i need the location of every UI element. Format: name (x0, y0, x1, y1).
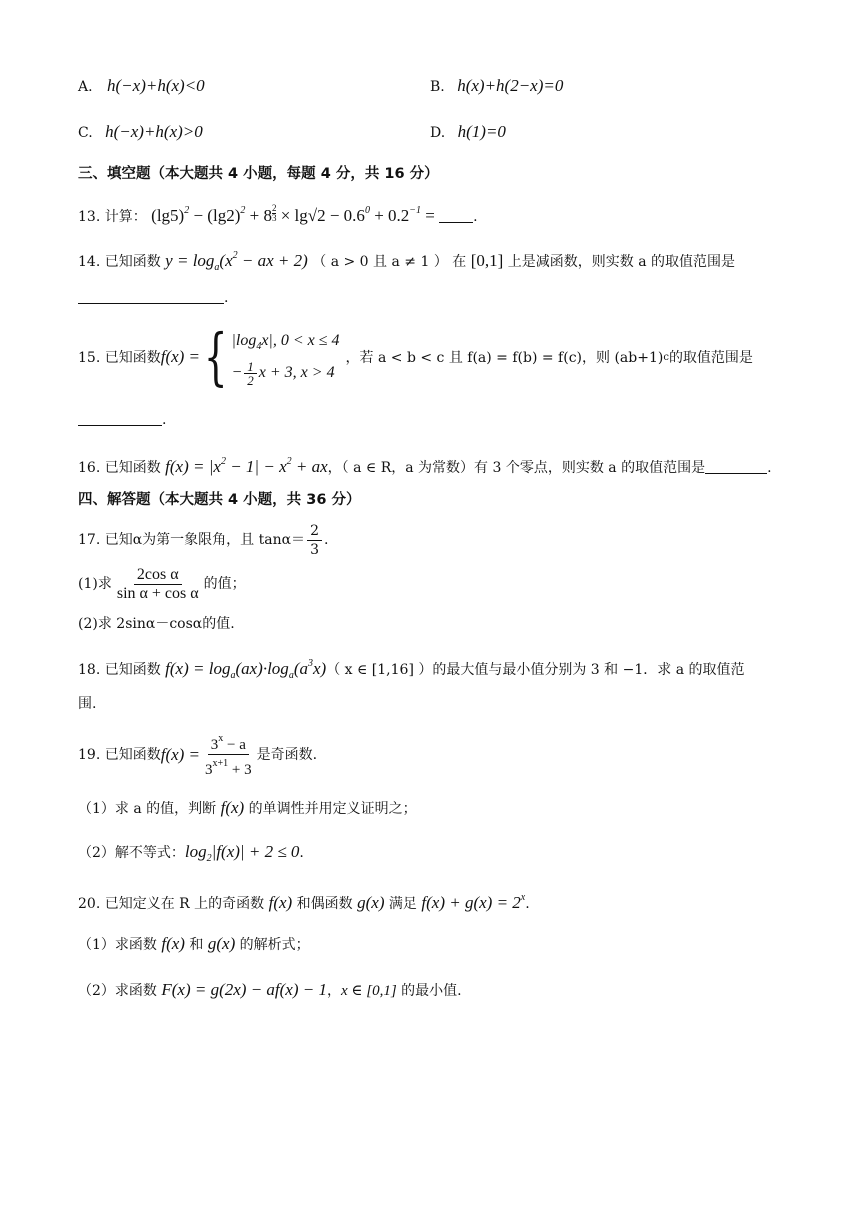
q14-rest: 上是减函数，则实数 a 的取值范围是 (503, 254, 736, 270)
q15-brace: { (203, 320, 228, 393)
option-b-label: B. (430, 79, 445, 95)
q20-p1-mid: 和 (184, 937, 208, 953)
q19-den-sup: x+1 (212, 758, 229, 769)
question-14-answer-line (78, 288, 782, 308)
q13-sq2: 2 (240, 205, 246, 216)
q14-answer-blank (78, 289, 224, 304)
q16-answer-blank (705, 459, 767, 474)
q16-number: 16. 已知函数 (78, 460, 166, 476)
question-20-part-2 (78, 980, 782, 1001)
q14-number: 14. 已知函数 (78, 254, 166, 270)
q19-frac (202, 730, 255, 779)
q13-sq1: 2 (184, 205, 190, 216)
q13-neg1: −1 (409, 205, 422, 216)
q14-tail: . (224, 290, 229, 306)
q13-expr-a: (lg5) (151, 206, 185, 225)
q14-base: a (214, 262, 220, 273)
q14-mid: 在 (447, 254, 471, 270)
q18-cube: 3 (307, 658, 313, 669)
option-d-label: D. (430, 125, 446, 141)
question-19-part-2 (78, 842, 782, 869)
q15-piece1-rest: x|, 0 < x ≤ 4 (261, 331, 340, 349)
question-14 (78, 246, 782, 278)
q19-frac-num (208, 730, 249, 755)
q20-p2-pre: （2）求函数 (78, 983, 162, 999)
q15-piece2-pre: − (231, 363, 243, 381)
question-16 (78, 452, 782, 478)
q20-mid2: 满足 (384, 896, 422, 912)
q19-p1-pre: （1）求 a 的值，判断 (78, 801, 221, 817)
q15-piece2-rest: x + 3, x > 4 (258, 363, 335, 381)
q19-num-a: 3 (210, 737, 219, 753)
q20-p2-dom: x ∈ [0,1] (341, 983, 397, 999)
q15-piece-1 (231, 328, 339, 360)
q18-expr3: (a (293, 659, 308, 678)
q18-sub-a1: a (230, 670, 236, 681)
q16-expr: f(x) = |x (165, 457, 221, 476)
q20-mid: 和偶函数 (292, 896, 358, 912)
q17-stem-tail: . (323, 532, 329, 548)
section-3-title: 三、填空题（本大题共 4 小题，每题 4 分，共 16 分） (78, 166, 439, 182)
q19-den-b: + 3 (228, 762, 252, 778)
question-17-part-2: (2)求 2sinα－cosα的值. (78, 616, 235, 632)
q15-cond: ，若 a < b < c 且 f(a) = f(b) = f(c)，则 (ab+1) (345, 350, 664, 366)
q15-piecewise (231, 328, 339, 387)
q20-pre: 20. 已知定义在 R 上的奇函数 (78, 896, 269, 912)
q19-p2-sub: 2 (206, 853, 212, 864)
q19-p2-expr2: |f(x)| + 2 ≤ 0 (211, 842, 300, 861)
q19-pre: 19. 已知函数 (78, 746, 161, 763)
q20-eq: f(x) + g(x) = 2 (421, 893, 521, 912)
q17-tan-frac (307, 522, 322, 559)
q16-expr2: − 1| − x (225, 457, 287, 476)
option-a-label: A. (78, 79, 93, 95)
q20-p2-expr: F(x) = g(2x) − af(x) − 1 (161, 980, 327, 999)
q19-num-sup: x (218, 733, 224, 744)
q15-answer-blank (78, 411, 162, 426)
q19-frac-den (202, 755, 255, 779)
q13-zero: 0 (364, 205, 370, 216)
q14-func: y = log (165, 251, 215, 270)
q19-fx: f(x) = (160, 744, 201, 764)
section-4-title: 四、解答题（本大题共 4 小题，共 36 分） (78, 492, 361, 508)
q20-p1-g: g(x) (207, 934, 236, 953)
option-a-expr: h(−x)+h(x)<0 (107, 76, 205, 95)
option-c (78, 122, 203, 142)
q15-fx: f(x) = (160, 347, 201, 366)
q15-cond-rest: 的取值范围是 (668, 350, 753, 366)
question-19 (78, 730, 782, 779)
question-15 (78, 322, 782, 392)
q18-cond: （ x ∈ [1,16] ）的最大值与最小值分别为 3 和 −1．求 a 的取值范 (326, 662, 745, 678)
option-c-label: C. (78, 125, 93, 141)
question-18 (78, 654, 782, 686)
q20-p1-post: 的解析式； (235, 937, 310, 953)
option-d (430, 122, 506, 142)
q16-sq2: 2 (286, 456, 292, 467)
q17-p1-pre: (1)求 (78, 576, 112, 592)
q19-p1-fx: f(x) (220, 798, 245, 817)
q13-expr-b: − (lg2) (189, 206, 241, 225)
q15-piece-2 (231, 360, 339, 387)
q15-half-den: 2 (247, 372, 254, 388)
q13-expr-e: + 0.2 (369, 206, 410, 225)
question-13 (78, 196, 782, 232)
q20-gx: g(x) (357, 893, 385, 912)
q15-cond-sup: c (663, 351, 669, 363)
q17-stem: 17. 已知α为第一象限角，且 tanα＝ (78, 532, 306, 548)
question-20 (78, 888, 782, 914)
q19-p2-pre: （2）解不等式： (78, 845, 185, 861)
q15-piece1-a: |log (231, 331, 257, 349)
q18-expr4: x) (312, 659, 327, 678)
q13-expr-f: = (421, 206, 440, 225)
q17-den: 3 (310, 541, 319, 558)
option-c-expr: h(−x)+h(x)>0 (105, 122, 203, 141)
q19-p1-post: 的单调性并用定义证明之； (244, 801, 417, 817)
q17-p1-frac (114, 566, 202, 603)
q13-expr-d: × lg√2 − 0.6 (276, 206, 365, 225)
q20-p2-mid: ， (327, 983, 341, 999)
q14-arg2: − ax + 2) (237, 251, 308, 270)
q17-p1-num: 2cos α (134, 566, 182, 585)
q19-p2-expr: log (184, 842, 207, 861)
q20-p2-post: 的最小值. (396, 983, 462, 999)
q17-num: 2 (307, 522, 322, 541)
q16-sq1: 2 (220, 456, 226, 467)
q13-number: 13. 计算： (78, 209, 147, 225)
q19-den-a: 3 (205, 762, 213, 778)
q18-pre: 18. 已知函数 (78, 662, 166, 678)
question-17-part-1 (78, 564, 782, 604)
q13-exp-num: 2 (271, 203, 277, 213)
q14-arg: (x (219, 251, 233, 270)
q13-answer-blank (439, 208, 473, 223)
option-b-expr: h(x)+h(2−x)=0 (457, 76, 564, 95)
q18-expr: f(x) = log (165, 659, 231, 678)
q19-p2-tail: . (299, 845, 304, 861)
q20-fx: f(x) (268, 893, 293, 912)
question-18-line-2: 围. (78, 696, 97, 712)
q17-p1-post: 的值； (203, 576, 246, 592)
question-17 (78, 520, 782, 560)
q16-expr3: + ax (291, 457, 328, 476)
q14-interval: [0,1] (470, 251, 504, 270)
q20-tail: . (525, 896, 530, 912)
q20-eq-sup: x (520, 892, 526, 903)
q20-p1-pre: （1）求函数 (78, 937, 162, 953)
q17-p1-den: sin α + cos α (116, 584, 199, 602)
q13-expr-c: + 8 (245, 206, 272, 225)
q16-cond: ，（ a ∈ R，a 为常数）有 3 个零点，则实数 a 的取值范围是 (327, 460, 706, 476)
q19-post: 是奇函数. (256, 746, 318, 763)
option-a (78, 76, 205, 96)
q15-tail: . (162, 412, 167, 428)
q16-tail: . (767, 460, 772, 476)
q14-sq: 2 (232, 250, 238, 261)
q15-piece1-sub: 4 (256, 340, 262, 352)
question-19-part-1 (78, 798, 782, 819)
q15-half-num: 1 (244, 360, 257, 374)
q13-exp-den: 3 (271, 213, 277, 223)
question-20-part-1 (78, 934, 782, 955)
q18-expr2: (ax)·log (235, 659, 289, 678)
option-d-expr: h(1)=0 (457, 122, 506, 141)
q15-number: 15. 已知函数 (78, 350, 161, 366)
q19-num-b: − a (223, 737, 246, 753)
question-15-answer-line (78, 410, 782, 430)
q20-p1-f: f(x) (161, 934, 185, 953)
q13-tail: . (473, 209, 478, 225)
option-b (430, 76, 563, 96)
q14-cond: （ a > 0 且 a ≠ 1 ） (312, 254, 448, 270)
q18-sub-a2: a (288, 670, 294, 681)
q15-half-frac (244, 360, 257, 387)
